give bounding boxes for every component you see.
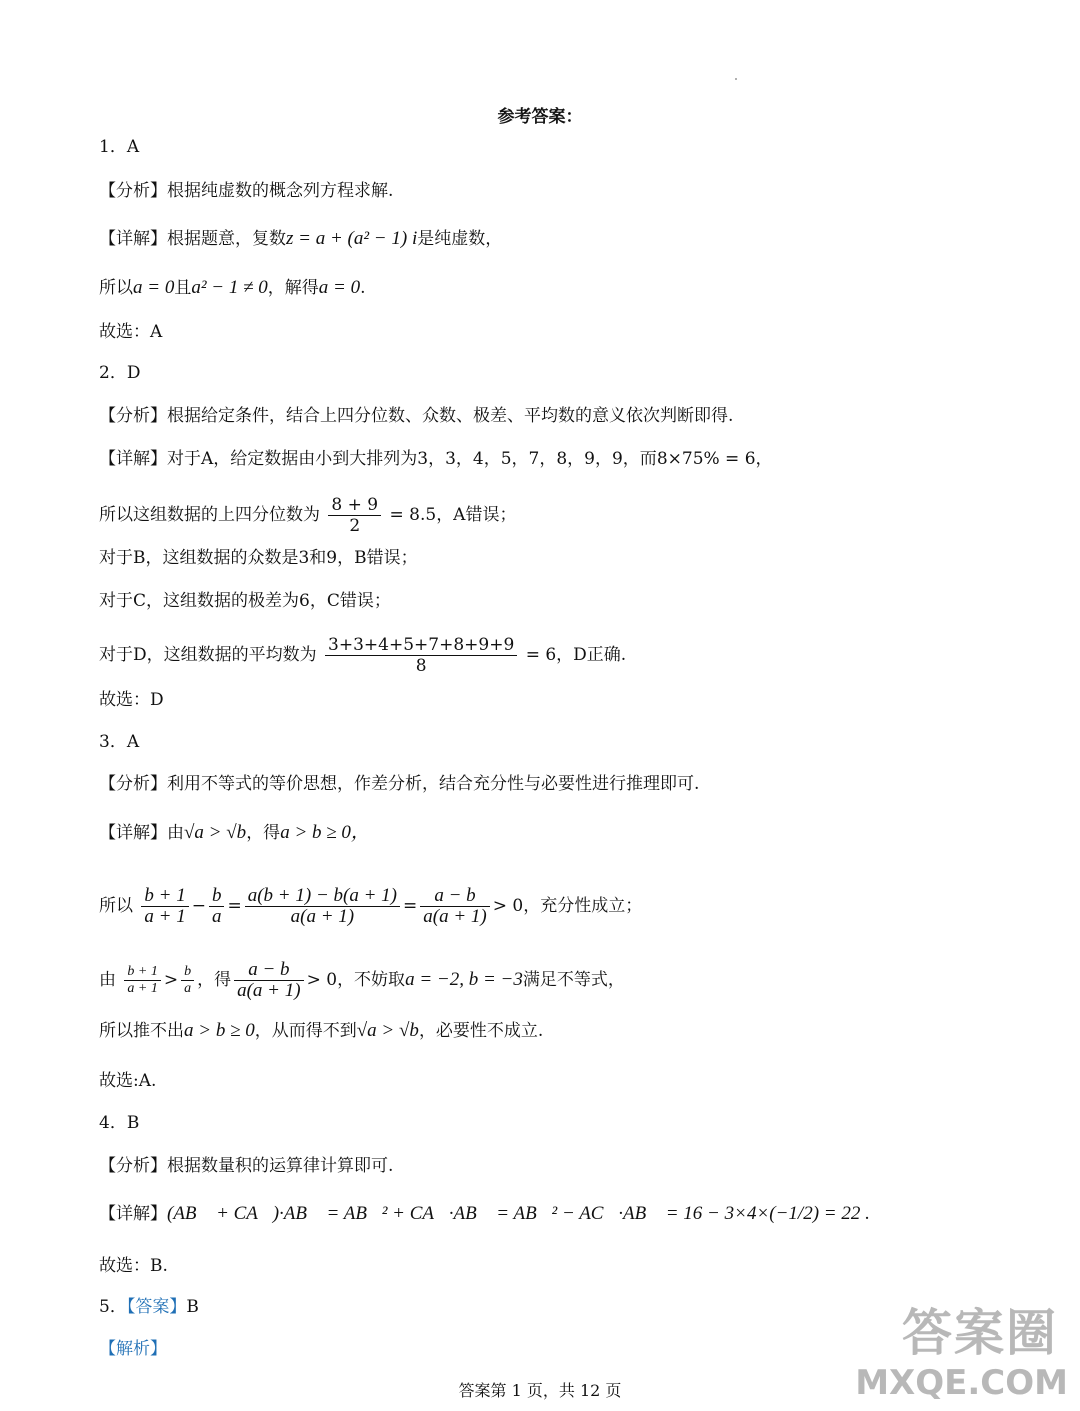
q4-answer: 4．B <box>99 1113 140 1133</box>
q2-answer: 2．D <box>99 363 141 383</box>
q2-analysis: 【分析】根据给定条件，结合上四分位数、众数、极差、平均数的意义依次判断即得. <box>99 406 734 426</box>
q5-analysis-tag: 【解析】 <box>99 1339 167 1359</box>
q1-analysis: 【分析】根据纯虚数的概念列方程求解. <box>99 181 394 201</box>
q3-answer: 3．A <box>99 732 140 752</box>
q3-analysis: 【分析】利用不等式的等价思想，作差分析，结合充分性与必要性进行推理即可. <box>99 774 700 794</box>
q3-conclusion: 所以推不出a > b ≥ 0，从而得不到√a > √b，必要性不成立. <box>99 1020 544 1041</box>
watermark-text: 答案圈 <box>902 1304 1058 1362</box>
q1-answer: 1．A <box>99 137 140 157</box>
q2-detail: 【详解】对于A，给定数据由小到大排列为3，3，4，5，7，8，9，9，而8×75% = 6， <box>99 449 773 469</box>
page-footer: 答案第 1 页，共 12 页 <box>458 1381 622 1400</box>
watermark-logo <box>855 1293 1068 1403</box>
q1-detail: 【详解】根据题意，复数z = a + (a² − 1) i是纯虚数， <box>99 228 503 249</box>
q2-range: 对于C，这组数据的极差为6，C错误； <box>99 591 391 611</box>
q2-mean: 对于D，这组数据的平均数为 $\frac{3+3+4+5+7+8+9+9}{8}$ = 6，D正确. <box>99 635 627 676</box>
q4-analysis: 【分析】根据数量积的运算律计算即可. <box>99 1156 394 1176</box>
stray-dot <box>735 78 737 80</box>
q5-answer: 5．【答案】B <box>99 1297 199 1317</box>
q1-detail-2: 所以a = 0且a² − 1 ≠ 0，解得a = 0. <box>99 277 366 298</box>
page-title: 参考答案： <box>497 107 583 127</box>
watermark-url: MXQE.COM <box>855 1363 1068 1403</box>
q1-choice: 故选：A <box>99 322 163 342</box>
q2-choice: 故选：D <box>99 690 164 710</box>
q3-sufficiency: 所以 $\frac{b + 1}{a + 1}$ − $\frac{b}{a}$ = $\frac{a(b + 1) - b(a + 1)}{a(a + 1)}$ = $\frac{a - b}{a(a + 1)}$ > 0，充分性成立； <box>99 885 643 927</box>
answer-tag: 【答案】 <box>126 1297 187 1317</box>
q2-mode: 对于B，这组数据的众数是3和9，B错误； <box>99 548 418 568</box>
q3-necessity: 由 $\frac{b + 1}{a + 1}$ > $\frac{b}{a}$ ，得 $\frac{a - b}{a(a + 1)}$ > 0，不妨取a = −2, b = −3满足不等式， <box>99 959 625 1001</box>
q4-choice: 故选：B. <box>99 1256 168 1276</box>
q3-detail: 【详解】由√a > √b，得a > b ≥ 0， <box>99 822 370 843</box>
q4-detail: 【详解】(AB⃗ + CA⃗)·AB⃗ = AB⃗² + CA⃗·AB⃗ = AB⃗² − AC⃗·AB⃗ = 16 − 3×4×(−1/2) = 22 . <box>99 1203 870 1224</box>
q2-quartile: 所以这组数据的上四分位数为 $\frac{8 + 9}{2}$ = 8.5，A错误； <box>99 495 517 536</box>
q3-choice: 故选:A. <box>99 1071 157 1091</box>
